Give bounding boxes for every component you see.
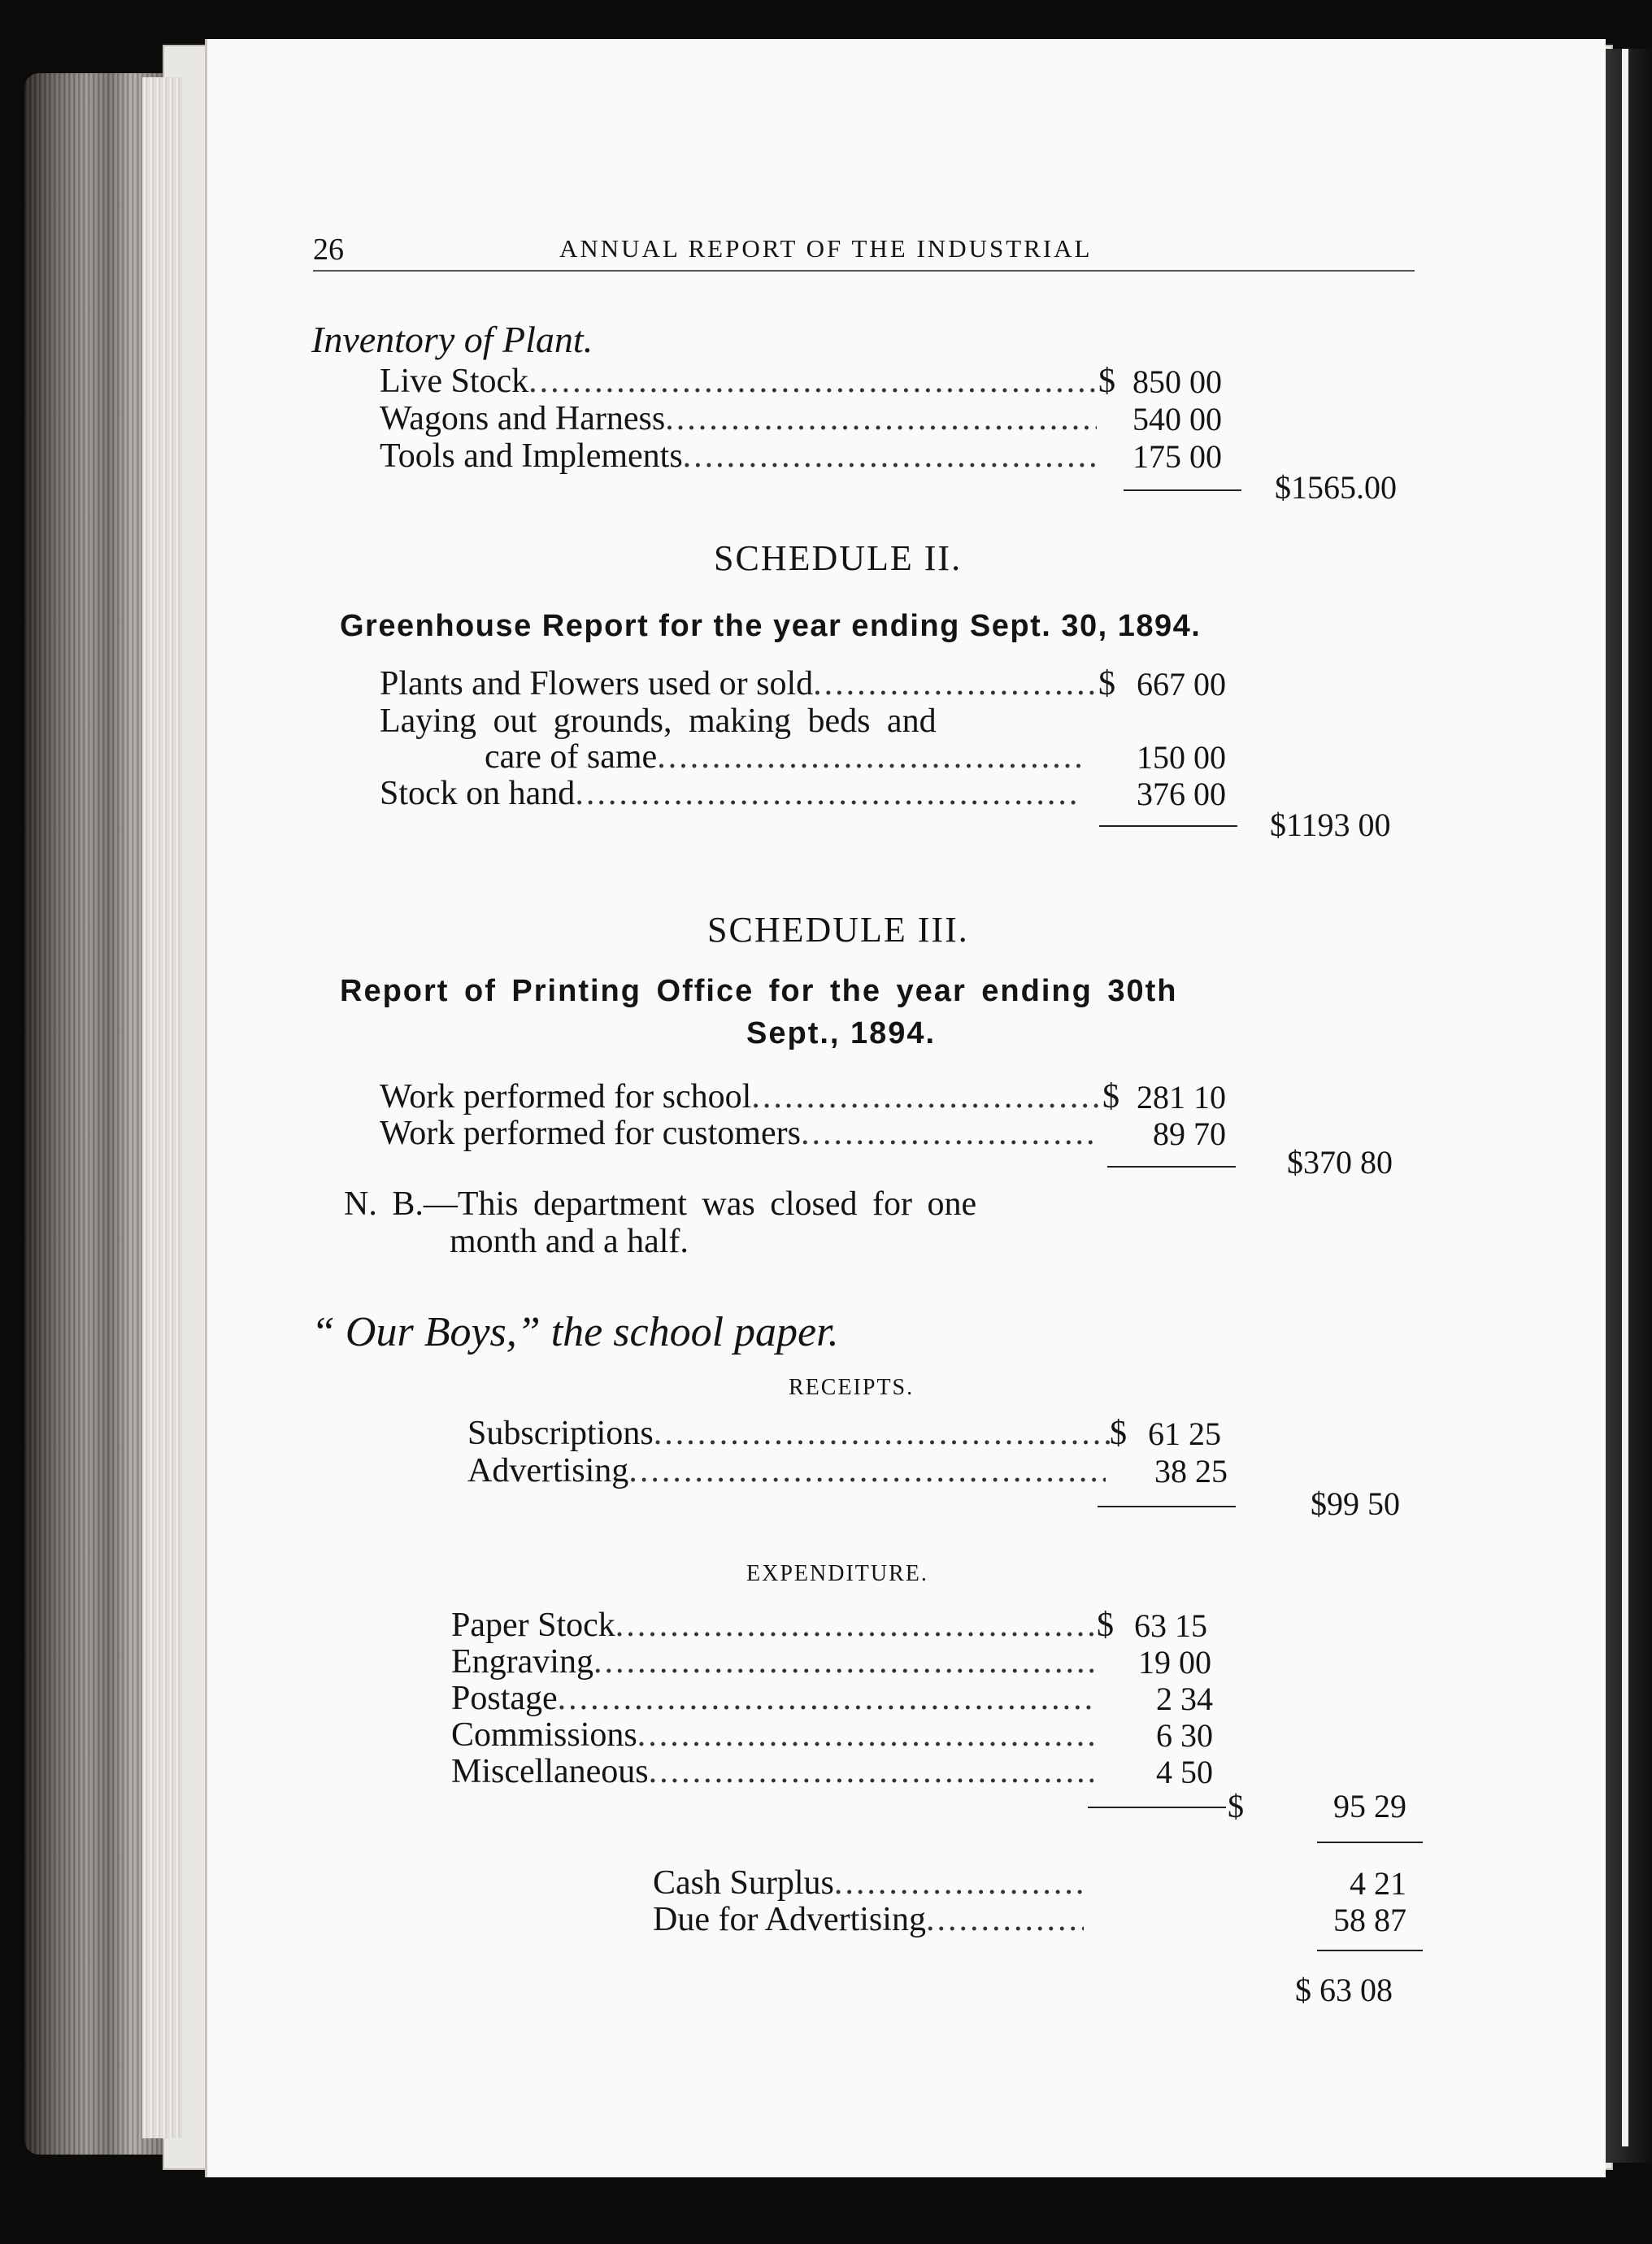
leader-dots — [558, 1681, 1093, 1716]
inventory-row — [380, 364, 1115, 398]
row-label: Advertising — [467, 1452, 629, 1489]
schedule-ii-subtitle: Greenhouse Report for the year ending Sept. 30, 1894. — [340, 609, 1202, 643]
receipts-row — [467, 1454, 1106, 1488]
subtotal-rule — [1098, 1506, 1236, 1507]
schedule-iii-subtitle: Report of Printing Office for the year ending 30th — [340, 974, 1178, 1008]
row-amount: 63 15 — [1134, 1607, 1207, 1644]
total-rule — [1317, 1950, 1423, 1951]
schedule-iii-row — [380, 1080, 1119, 1114]
receipts-row — [467, 1416, 1127, 1450]
leader-dots — [615, 1608, 1097, 1642]
dollar-sign: $ — [1228, 1788, 1244, 1824]
schedule-iii-row — [380, 1116, 1098, 1150]
row-amount: 175 00 — [1132, 438, 1222, 475]
leader-dots — [665, 402, 1097, 436]
subtotal-rule — [1124, 489, 1241, 491]
row-amount: 540 00 — [1132, 401, 1222, 437]
row-amount: 89 70 — [1153, 1115, 1226, 1152]
leader-dots — [654, 1416, 1110, 1450]
row-label: Tools and Implements — [380, 437, 683, 475]
leader-dots — [683, 439, 1097, 473]
row-label: Miscellaneous — [451, 1753, 649, 1790]
close-quote: ” — [516, 1309, 541, 1355]
row-label: Paper Stock — [451, 1607, 615, 1644]
summary-row — [653, 1903, 1084, 1937]
row-label: Live Stock — [380, 363, 529, 400]
dollar-sign: $ — [1097, 1607, 1114, 1644]
schedule-iii-note-cont: month and a half. — [450, 1223, 689, 1260]
leader-dots — [593, 1645, 1093, 1679]
total-rule — [1317, 1842, 1423, 1843]
schedule-ii-total: $1193 00 — [1270, 807, 1391, 843]
header-rule — [313, 270, 1415, 272]
row-label: care of same — [485, 738, 658, 776]
row-label: Subscriptions — [467, 1415, 654, 1452]
row-label: Work performed for customers — [380, 1115, 801, 1152]
leader-dots — [528, 364, 1098, 398]
dollar-sign: $ — [1102, 1078, 1119, 1115]
dollar-sign: $ — [1098, 363, 1115, 400]
right-shadow — [1606, 49, 1652, 2163]
leader-dots — [926, 1903, 1084, 1937]
right-page-strip — [1622, 49, 1628, 2146]
row-label: Plants and Flowers used or sold — [380, 665, 814, 702]
row-amount: 850 00 — [1132, 363, 1222, 400]
row-label: Commissions — [451, 1716, 637, 1754]
expenditure-title: EXPENDITURE. — [746, 1561, 928, 1586]
leader-dots — [649, 1755, 1093, 1789]
page-number: 26 — [313, 233, 344, 267]
row-label: Stock on hand — [380, 775, 576, 812]
leader-dots — [575, 776, 1082, 811]
dollar-sign: $ — [1110, 1415, 1127, 1452]
row-amount: 281 10 — [1137, 1079, 1226, 1115]
row-amount: 19 00 — [1138, 1644, 1211, 1681]
row-label: Due for Advertising — [653, 1901, 926, 1938]
expenditure-row — [451, 1718, 1093, 1752]
row-amount: 376 00 — [1137, 776, 1226, 812]
row-amount: 4 50 — [1156, 1754, 1213, 1790]
summary-row — [653, 1866, 1084, 1900]
dollar-sign: $ — [1098, 665, 1115, 702]
leader-dots — [801, 1116, 1098, 1150]
row-amount: 6 30 — [1156, 1717, 1213, 1754]
expenditure-row — [451, 1681, 1093, 1716]
row-amount: 2 34 — [1156, 1681, 1213, 1717]
subtotal-rule — [1107, 1166, 1236, 1168]
schedule-ii-row — [380, 667, 1115, 701]
inventory-total: $1565.00 — [1275, 469, 1397, 506]
leader-dots — [657, 740, 1082, 774]
row-amount: 667 00 — [1137, 666, 1226, 702]
row-label: Wagons and Harness — [380, 400, 666, 437]
grand-total: $ 63 08 — [1295, 1972, 1393, 2008]
row-amount: 150 00 — [1137, 739, 1226, 776]
inventory-row — [380, 402, 1097, 436]
schedule-iii-note: N. B.—This department was closed for one — [344, 1185, 977, 1223]
row-amount: 38 25 — [1154, 1453, 1228, 1489]
row-amount: 58 87 — [1333, 1902, 1406, 1938]
expenditure-row — [451, 1608, 1114, 1642]
subtotal-rule — [1099, 825, 1237, 827]
schedule-ii-row — [485, 740, 1082, 774]
open-quote: “ — [311, 1309, 335, 1355]
row-label: Laying out grounds, making beds and — [380, 702, 937, 740]
expenditure-row — [451, 1755, 1093, 1789]
expenditure-row — [451, 1645, 1093, 1679]
row-amount: 4 21 — [1350, 1865, 1406, 1902]
row-label: Work performed for school — [380, 1078, 752, 1115]
leader-dots — [637, 1718, 1093, 1752]
row-label: Postage — [451, 1680, 558, 1717]
subtotal-rule — [1088, 1807, 1226, 1808]
receipts-title: RECEIPTS. — [789, 1375, 915, 1400]
leader-dots — [813, 667, 1098, 701]
paper-heading-rest: the school paper. — [550, 1309, 839, 1355]
leader-dots — [628, 1454, 1106, 1488]
inventory-heading: Inventory of Plant. — [311, 319, 593, 360]
row-label: Engraving — [451, 1643, 593, 1681]
paper-heading — [311, 1311, 839, 1354]
paper-name: Our Boys, — [345, 1309, 517, 1355]
receipts-total: $99 50 — [1311, 1485, 1400, 1522]
leader-dots — [834, 1866, 1084, 1900]
expenditure-total: 95 29 — [1333, 1788, 1406, 1824]
schedule-ii-row — [380, 776, 1082, 811]
schedule-ii-title: SCHEDULE II. — [714, 538, 963, 578]
running-title: ANNUAL REPORT OF THE INDUSTRIAL — [559, 234, 1093, 263]
row-label: Cash Surplus — [653, 1864, 834, 1902]
inventory-row — [380, 439, 1097, 473]
row-amount: 61 25 — [1148, 1416, 1221, 1452]
schedule-iii-title: SCHEDULE III. — [707, 910, 969, 950]
schedule-iii-total: $370 80 — [1287, 1144, 1393, 1181]
leader-dots — [751, 1080, 1102, 1114]
schedule-iii-subtitle-date: Sept., 1894. — [746, 1016, 937, 1050]
page-stack-edge — [142, 77, 183, 2138]
